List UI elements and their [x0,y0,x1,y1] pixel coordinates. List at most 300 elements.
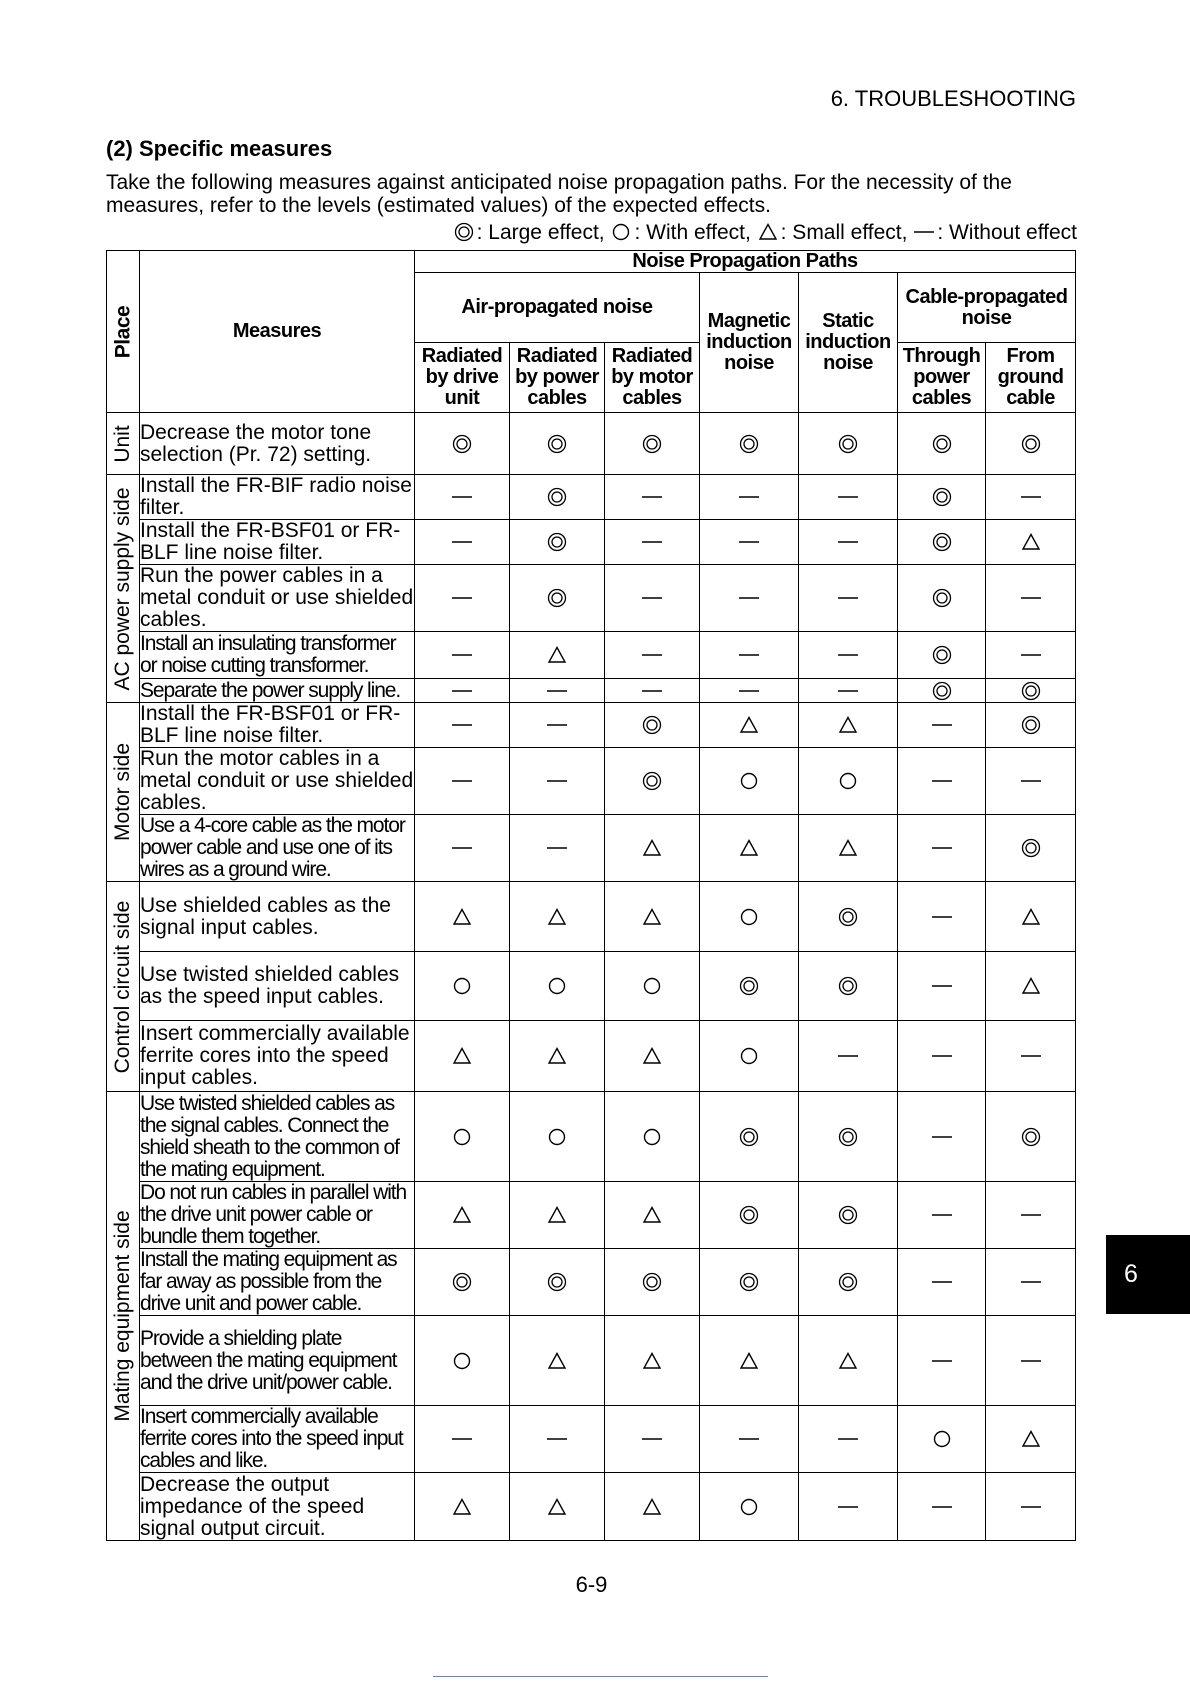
effect-ground [986,632,1076,679]
measure-cell: Run the motor cables in a metal conduit or use shielded cables. [140,747,414,814]
effect-through [898,1406,986,1473]
effect-power [510,520,605,565]
measure-cell: Insert commercially available ferrite cores into the speed input cables. [140,1021,415,1092]
chapter-tab: 6 [1106,1235,1190,1314]
none-effect-icon [931,1496,953,1518]
effect-static [799,1473,898,1541]
large-effect-icon [546,486,568,508]
table-row [107,703,1076,748]
effect-legend [453,221,1077,245]
effect-power [510,475,605,520]
effect-magnetic [700,475,799,520]
col-ground-header: From ground cable [986,343,1076,413]
large-effect-icon [1020,1126,1042,1148]
measure-cell: Use twisted shielded cables as the signal cables. Connect the shield sheath to the common of the mating equipment. [140,1092,415,1182]
none-effect-icon [1020,770,1042,792]
effect-ground [986,1182,1076,1249]
effect-drive [415,1316,510,1406]
small-effect-icon [837,714,859,736]
none-effect-icon [931,975,953,997]
effect-motor [605,1249,700,1316]
effect-through [898,679,986,703]
small-effect-icon [757,221,779,243]
none-effect-icon [738,680,760,702]
none-effect-icon [641,486,663,508]
large-effect-icon [931,644,953,666]
small-effect-icon [641,1045,663,1067]
effect-drive [415,1473,510,1541]
table-row [107,1249,1076,1316]
small-effect-icon [451,1045,473,1067]
small-effect-icon [641,1204,663,1226]
effect-motor [605,475,700,520]
effect-motor [605,1182,700,1249]
table-row [107,815,1076,882]
effect-motor [605,882,700,952]
effect-power [510,1316,605,1406]
magnetic-header: Magnetic induction noise [700,273,799,413]
small-effect-icon [546,644,568,666]
col-power-header: Radiated by power cables [510,343,605,413]
effect-through [898,475,986,520]
effect-ground [986,565,1076,632]
table-row [107,679,1076,703]
small-effect-icon [451,906,473,928]
large-effect-icon [837,975,859,997]
effect-static [799,520,898,565]
large-effect-icon [738,1204,760,1226]
effect-static [799,1249,898,1316]
none-effect-icon [1020,1350,1042,1372]
none-effect-icon [1020,587,1042,609]
effect-magnetic [700,1249,799,1316]
effect-power [510,1182,605,1249]
effect-ground [986,1316,1076,1406]
with-effect-icon [451,1350,473,1372]
measures-header: Measures [140,251,415,413]
effect-through [898,703,986,748]
measure-cell: Use shielded cables as the signal input cables. [140,882,415,952]
table-row [107,952,1076,1021]
effect-power [510,952,605,1021]
with-effect-icon [738,906,760,928]
effect-power [510,1092,605,1182]
none-effect-icon [837,531,859,553]
effect-ground [986,1092,1076,1182]
effect-drive [415,1406,510,1473]
none-effect-icon [738,486,760,508]
table-row [107,1406,1076,1473]
none-effect-icon [931,1045,953,1067]
large-effect-icon [546,433,568,455]
none-effect-icon [1020,1045,1042,1067]
small-effect-icon [451,1496,473,1518]
effect-through [898,748,986,815]
legend-without-text: : Without effect [937,221,1077,244]
effect-magnetic [700,1406,799,1473]
table-row [107,413,1076,475]
effect-through [898,882,986,952]
large-effect-icon [546,1271,568,1293]
effect-static [799,952,898,1021]
measure-cell: Use a 4-core cable as the motor power cable and use one of its wires as a ground wire. [140,815,415,882]
none-effect-icon [641,644,663,666]
effect-magnetic [700,679,799,703]
none-effect-icon [738,644,760,666]
large-effect-icon [931,531,953,553]
none-effect-icon [451,1428,473,1450]
effect-through [898,520,986,565]
effect-ground [986,1249,1076,1316]
effect-static [799,882,898,952]
effect-static [799,1182,898,1249]
none-effect-icon [1020,1271,1042,1293]
large-effect-icon [1020,837,1042,859]
none-effect-icon [451,644,473,666]
none-effect-icon [837,680,859,702]
with-effect-icon [451,1126,473,1148]
small-effect-icon [546,906,568,928]
effect-power [510,1473,605,1541]
large-effect-icon [1020,680,1042,702]
effect-motor [605,703,700,748]
measure-cell: Install the FR-BIF radio noise filter. [140,475,415,520]
effect-static [799,703,898,748]
small-effect-icon [837,1350,859,1372]
large-effect-icon [1020,433,1042,455]
effect-through [898,1473,986,1541]
none-effect-icon [837,644,859,666]
large-effect-icon [738,1271,760,1293]
effect-static [799,632,898,679]
effect-power [510,703,605,748]
effect-drive [415,703,510,748]
table-row [107,748,1076,815]
effect-power [510,1021,605,1092]
none-effect-icon [931,1204,953,1226]
section-title: (2) Specific measures [106,136,333,161]
intro-paragraph: Take the following measures against anticipated noise propagation paths. For the necessity of the measures, refer to the levels (estimated values) of the expected effects. [106,171,1012,217]
large-effect-icon [738,433,760,455]
table-row [107,1021,1076,1092]
none-effect-icon [931,770,953,792]
effect-ground [986,882,1076,952]
legend-large-text: : Large effect, [476,221,611,244]
effect-static [799,1092,898,1182]
none-effect-icon [546,837,568,859]
effect-motor [605,1092,700,1182]
large-effect-icon [641,1271,663,1293]
small-effect-icon [451,1204,473,1226]
large-effect-icon [1020,714,1042,736]
none-effect-icon [837,486,859,508]
effect-motor [605,565,700,632]
large-effect-icon [931,486,953,508]
effect-motor [605,1473,700,1541]
none-effect-icon [931,714,953,736]
effect-through [898,632,986,679]
effect-drive [415,632,510,679]
with-effect-icon [641,1126,663,1148]
effect-through [898,1021,986,1092]
measure-cell: Install the FR-BSF01 or FR-BLF line noise filter. [140,520,415,565]
paths-header: Noise Propagation Paths [415,251,1076,273]
noise-measures-table [106,250,1076,1541]
effect-magnetic [700,1092,799,1182]
effect-ground [986,1021,1076,1092]
col-drive-header: Radiated by drive unit [415,343,510,413]
small-effect-icon [1020,1428,1042,1450]
large-effect-icon [451,433,473,455]
large-effect-icon [641,714,663,736]
small-effect-icon [738,837,760,859]
effect-static [799,413,898,475]
effect-motor [605,952,700,1021]
table-row [107,1316,1076,1406]
bottom-rule [433,1676,768,1677]
none-effect-icon [451,837,473,859]
effect-power [510,815,605,882]
none-effect-icon [546,714,568,736]
effect-through [898,413,986,475]
table-row [107,1092,1076,1182]
with-effect-icon [610,221,632,243]
effect-static [799,475,898,520]
none-effect-icon [931,1271,953,1293]
col-through-header: Through power cables [898,343,986,413]
none-effect-icon [1020,1204,1042,1226]
effect-motor [605,1316,700,1406]
effect-motor [605,632,700,679]
large-effect-icon [837,906,859,928]
effect-ground [986,748,1076,815]
effect-magnetic [700,1021,799,1092]
effect-ground [986,475,1076,520]
none-effect-icon [546,770,568,792]
none-effect-icon [451,587,473,609]
effect-power [510,1406,605,1473]
effect-power [510,882,605,952]
effect-magnetic [700,1316,799,1406]
none-effect-icon [641,1428,663,1450]
place-mating: Mating equipment side [107,1092,140,1541]
effect-power [510,748,605,815]
effect-magnetic [700,952,799,1021]
large-effect-icon [738,1126,760,1148]
none-effect-icon [837,1045,859,1067]
effect-drive [415,815,510,882]
with-effect-icon [546,1126,568,1148]
small-effect-icon [738,1350,760,1372]
effect-magnetic [700,413,799,475]
large-effect-icon [641,433,663,455]
effect-static [799,1316,898,1406]
effect-power [510,1249,605,1316]
large-effect-icon [931,587,953,609]
page-number: 6-9 [575,1572,608,1597]
effect-drive [415,1182,510,1249]
effect-motor [605,1021,700,1092]
effect-magnetic [700,882,799,952]
with-effect-icon [931,1428,953,1450]
small-effect-icon [837,837,859,859]
large-effect-icon [837,433,859,455]
with-effect-icon [738,1045,760,1067]
effect-through [898,1092,986,1182]
none-effect-icon [837,1496,859,1518]
effect-drive [415,413,510,475]
effect-through [898,952,986,1021]
effect-drive [415,1021,510,1092]
effect-power [510,565,605,632]
effect-static [799,565,898,632]
measure-cell: Decrease the motor tone selection (Pr. 72) setting. [140,413,415,475]
large-effect-icon [837,1126,859,1148]
small-effect-icon [546,1496,568,1518]
measure-cell: Install the mating equipment as far away as possible from the drive unit and power cable. [140,1249,415,1316]
large-effect-icon [546,587,568,609]
effect-drive [415,748,510,815]
effect-through [898,1249,986,1316]
effect-drive [415,1249,510,1316]
effect-drive [415,565,510,632]
place-unit: Unit [107,413,140,475]
effect-drive [415,952,510,1021]
effect-magnetic [700,565,799,632]
effect-motor [605,413,700,475]
with-effect-icon [738,770,760,792]
effect-power [510,679,605,703]
effect-drive [415,1092,510,1182]
effect-ground [986,1406,1076,1473]
effect-through [898,1182,986,1249]
table-row [107,1182,1076,1249]
small-effect-icon [738,714,760,736]
effect-motor [605,748,700,815]
effect-static [799,748,898,815]
none-effect-icon [1020,1496,1042,1518]
effect-ground [986,413,1076,475]
effect-magnetic [700,632,799,679]
none-effect-icon [546,1428,568,1450]
table-row [107,632,1076,679]
large-effect-icon [546,531,568,553]
table-row [107,882,1076,952]
large-effect-icon [931,680,953,702]
table-row [107,520,1076,565]
col-motor-header: Radiated by motor cables [605,343,700,413]
effect-motor [605,679,700,703]
effect-motor [605,520,700,565]
effect-drive [415,475,510,520]
none-effect-icon [451,680,473,702]
large-effect-icon [453,221,475,243]
effect-ground [986,1473,1076,1541]
effect-ground [986,520,1076,565]
large-effect-icon [837,1271,859,1293]
effect-ground [986,952,1076,1021]
none-effect-icon [738,1428,760,1450]
effect-drive [415,882,510,952]
large-effect-icon [931,433,953,455]
large-effect-icon [641,770,663,792]
effect-magnetic [700,1182,799,1249]
small-effect-icon [641,1350,663,1372]
effect-through [898,1316,986,1406]
effect-ground [986,815,1076,882]
effect-power [510,413,605,475]
small-effect-icon [1020,531,1042,553]
place-control: Control circuit side [107,882,140,1092]
none-effect-icon [546,680,568,702]
measure-cell: Insert commercially available ferrite cores into the speed input cables and like. [140,1406,415,1473]
measure-cell: Run the power cables in a metal conduit or use shielded cables. [140,564,414,631]
without-effect-icon [913,221,935,243]
effect-static [799,1021,898,1092]
small-effect-icon [1020,975,1042,997]
measure-cell: Install the FR-BSF01 or FR-BLF line noise filter. [140,703,415,748]
measure-cell: Install an insulating transformer or noise cutting transformer. [140,632,415,679]
small-effect-icon [641,906,663,928]
table-row [107,1473,1076,1541]
effect-ground [986,703,1076,748]
small-effect-icon [1020,906,1042,928]
with-effect-icon [451,975,473,997]
effect-magnetic [700,703,799,748]
large-effect-icon [837,1204,859,1226]
small-effect-icon [546,1350,568,1372]
with-effect-icon [837,770,859,792]
effect-through [898,815,986,882]
small-effect-icon [641,1496,663,1518]
small-effect-icon [546,1045,568,1067]
table-row [107,565,1076,632]
effect-magnetic [700,520,799,565]
none-effect-icon [931,1126,953,1148]
effect-static [799,1406,898,1473]
static-header: Static induction noise [799,273,898,413]
none-effect-icon [738,531,760,553]
legend-small-text: : Small effect, [780,221,914,244]
none-effect-icon [451,486,473,508]
with-effect-icon [546,975,568,997]
none-effect-icon [1020,486,1042,508]
effect-power [510,632,605,679]
effect-drive [415,679,510,703]
small-effect-icon [546,1204,568,1226]
none-effect-icon [641,680,663,702]
effect-magnetic [700,748,799,815]
place-ac: AC power supply side [107,475,140,703]
none-effect-icon [451,770,473,792]
air-header: Air-propagated noise [415,273,700,343]
effect-motor [605,1406,700,1473]
effect-motor [605,815,700,882]
measure-cell: Do not run cables in parallel with the drive unit power cable or bundle them together. [140,1182,415,1249]
none-effect-icon [1020,644,1042,666]
running-header: 6. TROUBLESHOOTING [830,86,1076,111]
effect-static [799,679,898,703]
none-effect-icon [837,587,859,609]
none-effect-icon [451,531,473,553]
large-effect-icon [738,975,760,997]
place-header: Place [107,251,140,413]
cable-header: Cable-propagated noise [898,273,1076,343]
none-effect-icon [738,587,760,609]
measure-cell: Provide a shielding plate between the mating equipment and the drive unit/power cable. [140,1316,415,1406]
place-motor: Motor side [107,703,140,882]
with-effect-icon [738,1496,760,1518]
